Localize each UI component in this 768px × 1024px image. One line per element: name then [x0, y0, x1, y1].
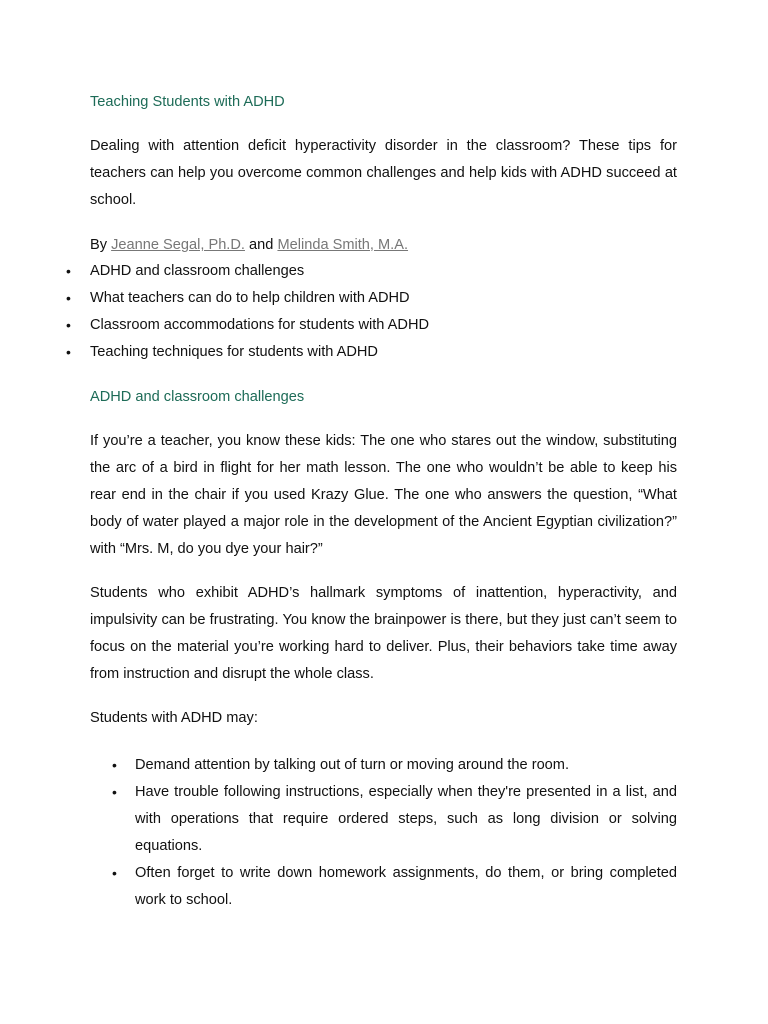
table-of-contents	[0, 260, 700, 368]
body-paragraph: Students who exhibit ADHD’s hallmark symptoms of inattention, hyperactivity, and impulsivity can be frustrating. You know the brainpower is there, but they just can’t seem to focus on the material you’re working hard to deliver. Plus, their behaviors take time away from instruction and disrupt the whole class.	[90, 585, 677, 682]
toc-item[interactable]: • What teachers can do to help children with ADHD	[0, 287, 700, 314]
list-intro: Students with ADHD may:	[90, 710, 258, 726]
toc-item[interactable]: • Classroom accommodations for students with ADHD	[0, 314, 700, 341]
section-heading: ADHD and classroom challenges	[90, 389, 305, 405]
list-item: • Demand attention by talking out of turn or moving around the room.	[0, 752, 677, 779]
author-link-jeanne-segal[interactable]: Jeanne Segal, Ph.D.	[111, 237, 245, 253]
list-item: • Often forget to write down homework assignments, do them, or bring completed work to school.	[0, 860, 677, 914]
byline	[90, 235, 408, 255]
page-title: Teaching Students with ADHD	[90, 94, 285, 110]
byline-conjunction: and	[249, 237, 274, 253]
author-link-melinda-smith[interactable]: Melinda Smith, M.A.	[277, 237, 409, 253]
byline-prefix: By	[90, 237, 108, 253]
body-paragraph: If you’re a teacher, you know these kids: The one who stares out the window, substituting the arc of a bird in flight for her math lesson. The one who wouldn’t be able to keep his rear end in the chair if you used Krazy Glue. The one who answers the question, “What body of water played a major role in the development of the Ancient Egyptian civilization?” with “Mrs. M, do you dye your hair?”	[90, 433, 677, 557]
list-item: • Have trouble following instructions, especially when they're presented in a list, and with operations that require ordered steps, such as long division or solving equations.	[0, 779, 677, 860]
intro-paragraph: Dealing with attention deficit hyperactivity disorder in the classroom? These tips for teachers can help you overcome common challenges and help kids with ADHD succeed at school.	[90, 138, 677, 208]
toc-item[interactable]: • Teaching techniques for students with ADHD	[0, 341, 700, 368]
toc-item[interactable]: • ADHD and classroom challenges	[0, 260, 700, 287]
bullet-list	[0, 752, 700, 914]
